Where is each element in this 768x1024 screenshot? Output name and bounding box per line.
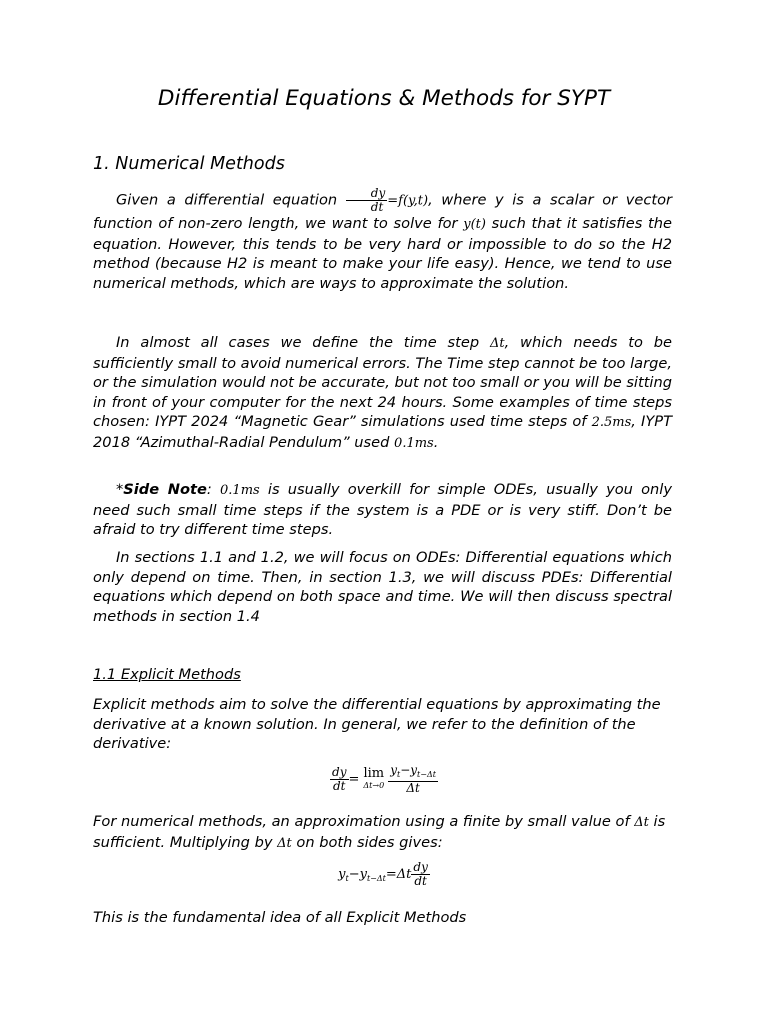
text-run: on both sides gives: — [291, 833, 443, 851]
fraction-dy-dt — [411, 861, 429, 888]
text-run: is sufficient. Multiplying by — [93, 813, 666, 851]
fraction-numerator: dy — [346, 187, 387, 201]
equals-sign: = — [348, 772, 360, 787]
equation-explicit-step — [0, 861, 768, 888]
document-title: Differential Equations & Methods for SYPT — [157, 86, 611, 111]
fraction-numerator: dy — [332, 765, 347, 779]
math-delta-t: Δt — [634, 815, 649, 830]
subscript: t — [345, 874, 349, 883]
limit-operator — [363, 765, 385, 792]
text-run: is usually overkill for simple ODEs, usually you only need such small time steps if the system is a PDE or is very stiff. Don’t be afraid to try different time steps. — [93, 481, 672, 539]
equation-derivative-definition — [0, 764, 768, 795]
text-run: , where y is a scalar or vector function of non-zero length, we want to solve for — [93, 191, 673, 232]
paragraph-side-note — [93, 480, 672, 540]
text-run: , which needs to be sufficiently small to avoid numerical errors. The Time step cannot be too large, or the simulation would not be accurate, but not too small or you will be sitting in front of your computer for the next 24 hours. Some examples of time steps chosen: IYPT 2024 “Magnetic Gear” simulations used time steps of — [93, 334, 672, 431]
paragraph-explicit-intro: Explicit methods aim to solve the differential equations by approximating the derivative at a known solution. In general, we refer to the definition of the derivative: — [93, 696, 661, 753]
fraction-difference-quotient — [388, 764, 438, 795]
math-f-y-t: =f(y,t) — [387, 193, 429, 209]
math-value-0-1ms: 0.1ms — [394, 435, 434, 451]
fraction-denominator: dt — [414, 874, 427, 888]
paragraph-time-step — [93, 333, 672, 454]
text-run: For numerical methods, an approximation using a finite by small value of — [93, 813, 635, 830]
fraction-denominator: Δt — [406, 781, 420, 795]
math-delta-t: Δt — [489, 336, 505, 351]
text-run: * — [116, 481, 124, 498]
math-y-of-t: y(t) — [463, 217, 486, 232]
fraction-denominator: dt — [333, 779, 346, 793]
math-y: y — [410, 763, 418, 777]
fraction-denominator: dt — [370, 200, 384, 214]
limit-subscript: Δt→0 — [363, 780, 385, 790]
math-value-2-5ms: 2.5ms — [591, 415, 632, 431]
subscript: t−Δt — [417, 770, 436, 779]
text-run: Given a differential equation — [116, 191, 346, 209]
minus-sign: − — [348, 867, 360, 882]
fraction-numerator: dy — [413, 860, 428, 874]
subscript: t−Δt — [366, 874, 386, 883]
text-run: , IYPT 2018 “Azimuthal-Radial Pendulum” used — [93, 413, 672, 451]
section-heading-numerical-methods: 1. Numerical Methods — [93, 154, 285, 174]
paragraph-approximation — [93, 812, 672, 853]
math-delta-t: Δt — [277, 835, 292, 851]
math-y: y — [390, 763, 397, 777]
math-y: y — [359, 867, 367, 882]
paragraph-sections-overview: In sections 1.1 and 1.2, we will focus on ODEs: Differential equations which only depend on time. Then, in section 1.3, we will discuss PDEs: Differential equations which depend on both space and time. We will then discuss spectral methods in section 1.4 — [93, 549, 672, 625]
minus-sign: − — [400, 763, 411, 777]
paragraph-fundamental-idea: This is the fundamental idea of all Explicit Methods — [93, 909, 467, 926]
limit-label: lim — [363, 765, 385, 781]
fraction-numerator — [388, 764, 438, 782]
section-heading-explicit-methods: 1.1 Explicit Methods — [93, 666, 241, 683]
side-note-label: Side Note — [123, 481, 207, 498]
text-run: : — [206, 481, 221, 498]
subscript: t — [396, 770, 401, 779]
paragraph-intro — [93, 187, 672, 293]
math-y: y — [338, 867, 346, 882]
text-run: . — [433, 433, 439, 451]
text-run: such that it satisfies the equation. However, this tends to be very hard or impossible to do so the H2 method (because H2 is meant to make your life easy). Hence, we tend to use numerical methods, which are ways to approximate the solution. — [93, 215, 672, 292]
fraction-dy-dt — [346, 187, 387, 214]
math-value-0-1ms: 0.1ms — [220, 483, 260, 498]
math-equals-delta-t: =Δt — [385, 867, 412, 882]
fraction-dy-dt — [330, 766, 348, 793]
text-run: In almost all cases we define the time step — [116, 334, 490, 351]
